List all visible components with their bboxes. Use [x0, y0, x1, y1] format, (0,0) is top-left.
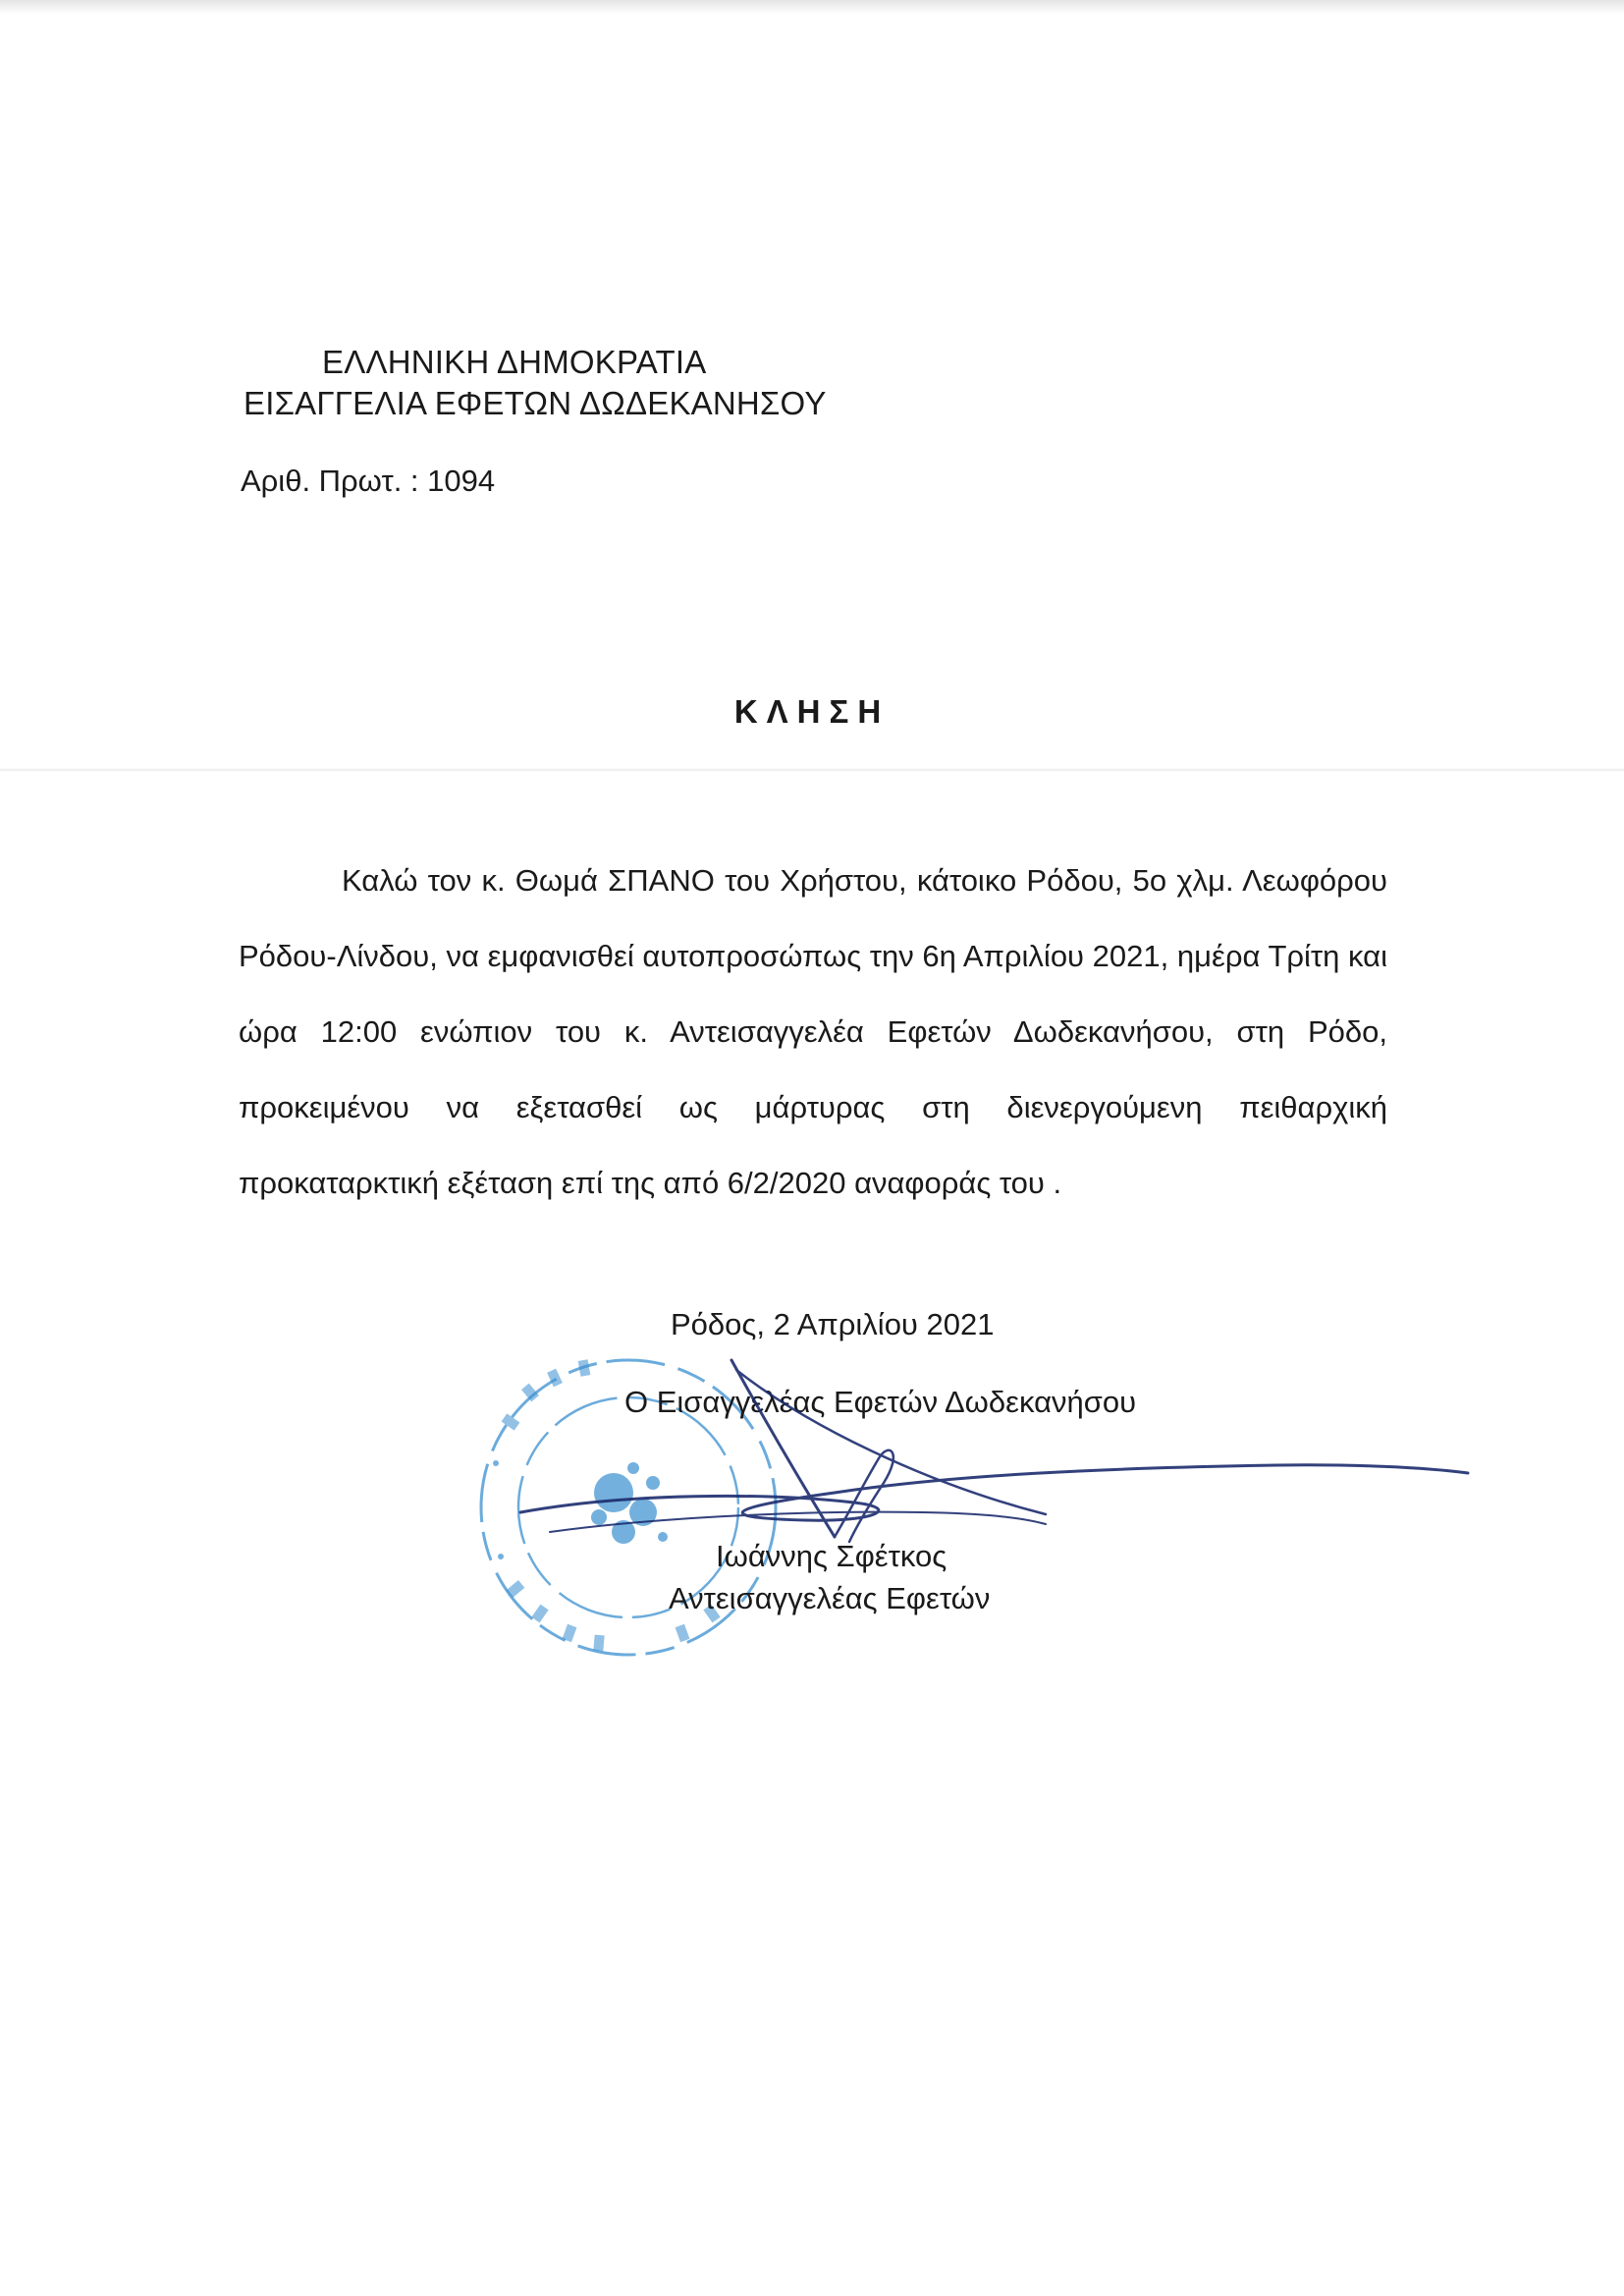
- summons-body: Καλώ τον κ. Θωμά ΣΠΑΝΟ του Χρήστου, κάτοικο Ρόδου, 5ο χλμ. Λεωφόρου Ρόδου-Λίνδου, να εμφανισθεί αυτοπροσώπως την 6η Απριλίου 2021, ημέρα Τρίτη και ώρα 12:00 ενώπιον του κ. Αντεισαγγελέα Εφετών Δωδεκανήσου, στη Ρόδο, προκειμένου να εξετασθεί ως μάρτυρας στη διενεργούμενη πειθαρχική προκαταρκτική εξέταση επί της από 6/2/2020 αναφοράς του .: [239, 863, 1387, 1200]
- document-title: ΚΛΗΣΗ: [733, 693, 891, 730]
- header-prosecutor-office: ΕΙΣΑΓΓΕΛΙΑ ΕΦΕΤΩΝ ΔΩΔΕΚΑΝΗΣΟΥ: [244, 385, 827, 421]
- scan-edge: [0, 0, 1624, 14]
- place-date: Ρόδος, 2 Απριλίου 2021: [671, 1307, 995, 1341]
- signer-office: Ο Εισαγγελέας Εφετών Δωδεκανήσου: [624, 1385, 1137, 1419]
- signer-name: Ιωάννης Σφέτκος: [716, 1539, 947, 1573]
- fold-line: [0, 768, 1624, 772]
- header-republic: ΕΛΛΗΝΙΚΗ ΔΗΜΟΚΡΑΤΙΑ: [322, 344, 707, 380]
- signer-title: Αντεισαγγελέας Εφετών: [669, 1581, 991, 1615]
- handwritten-signature: [511, 1345, 1492, 1571]
- protocol-number: Αριθ. Πρωτ. : 1094: [241, 464, 496, 498]
